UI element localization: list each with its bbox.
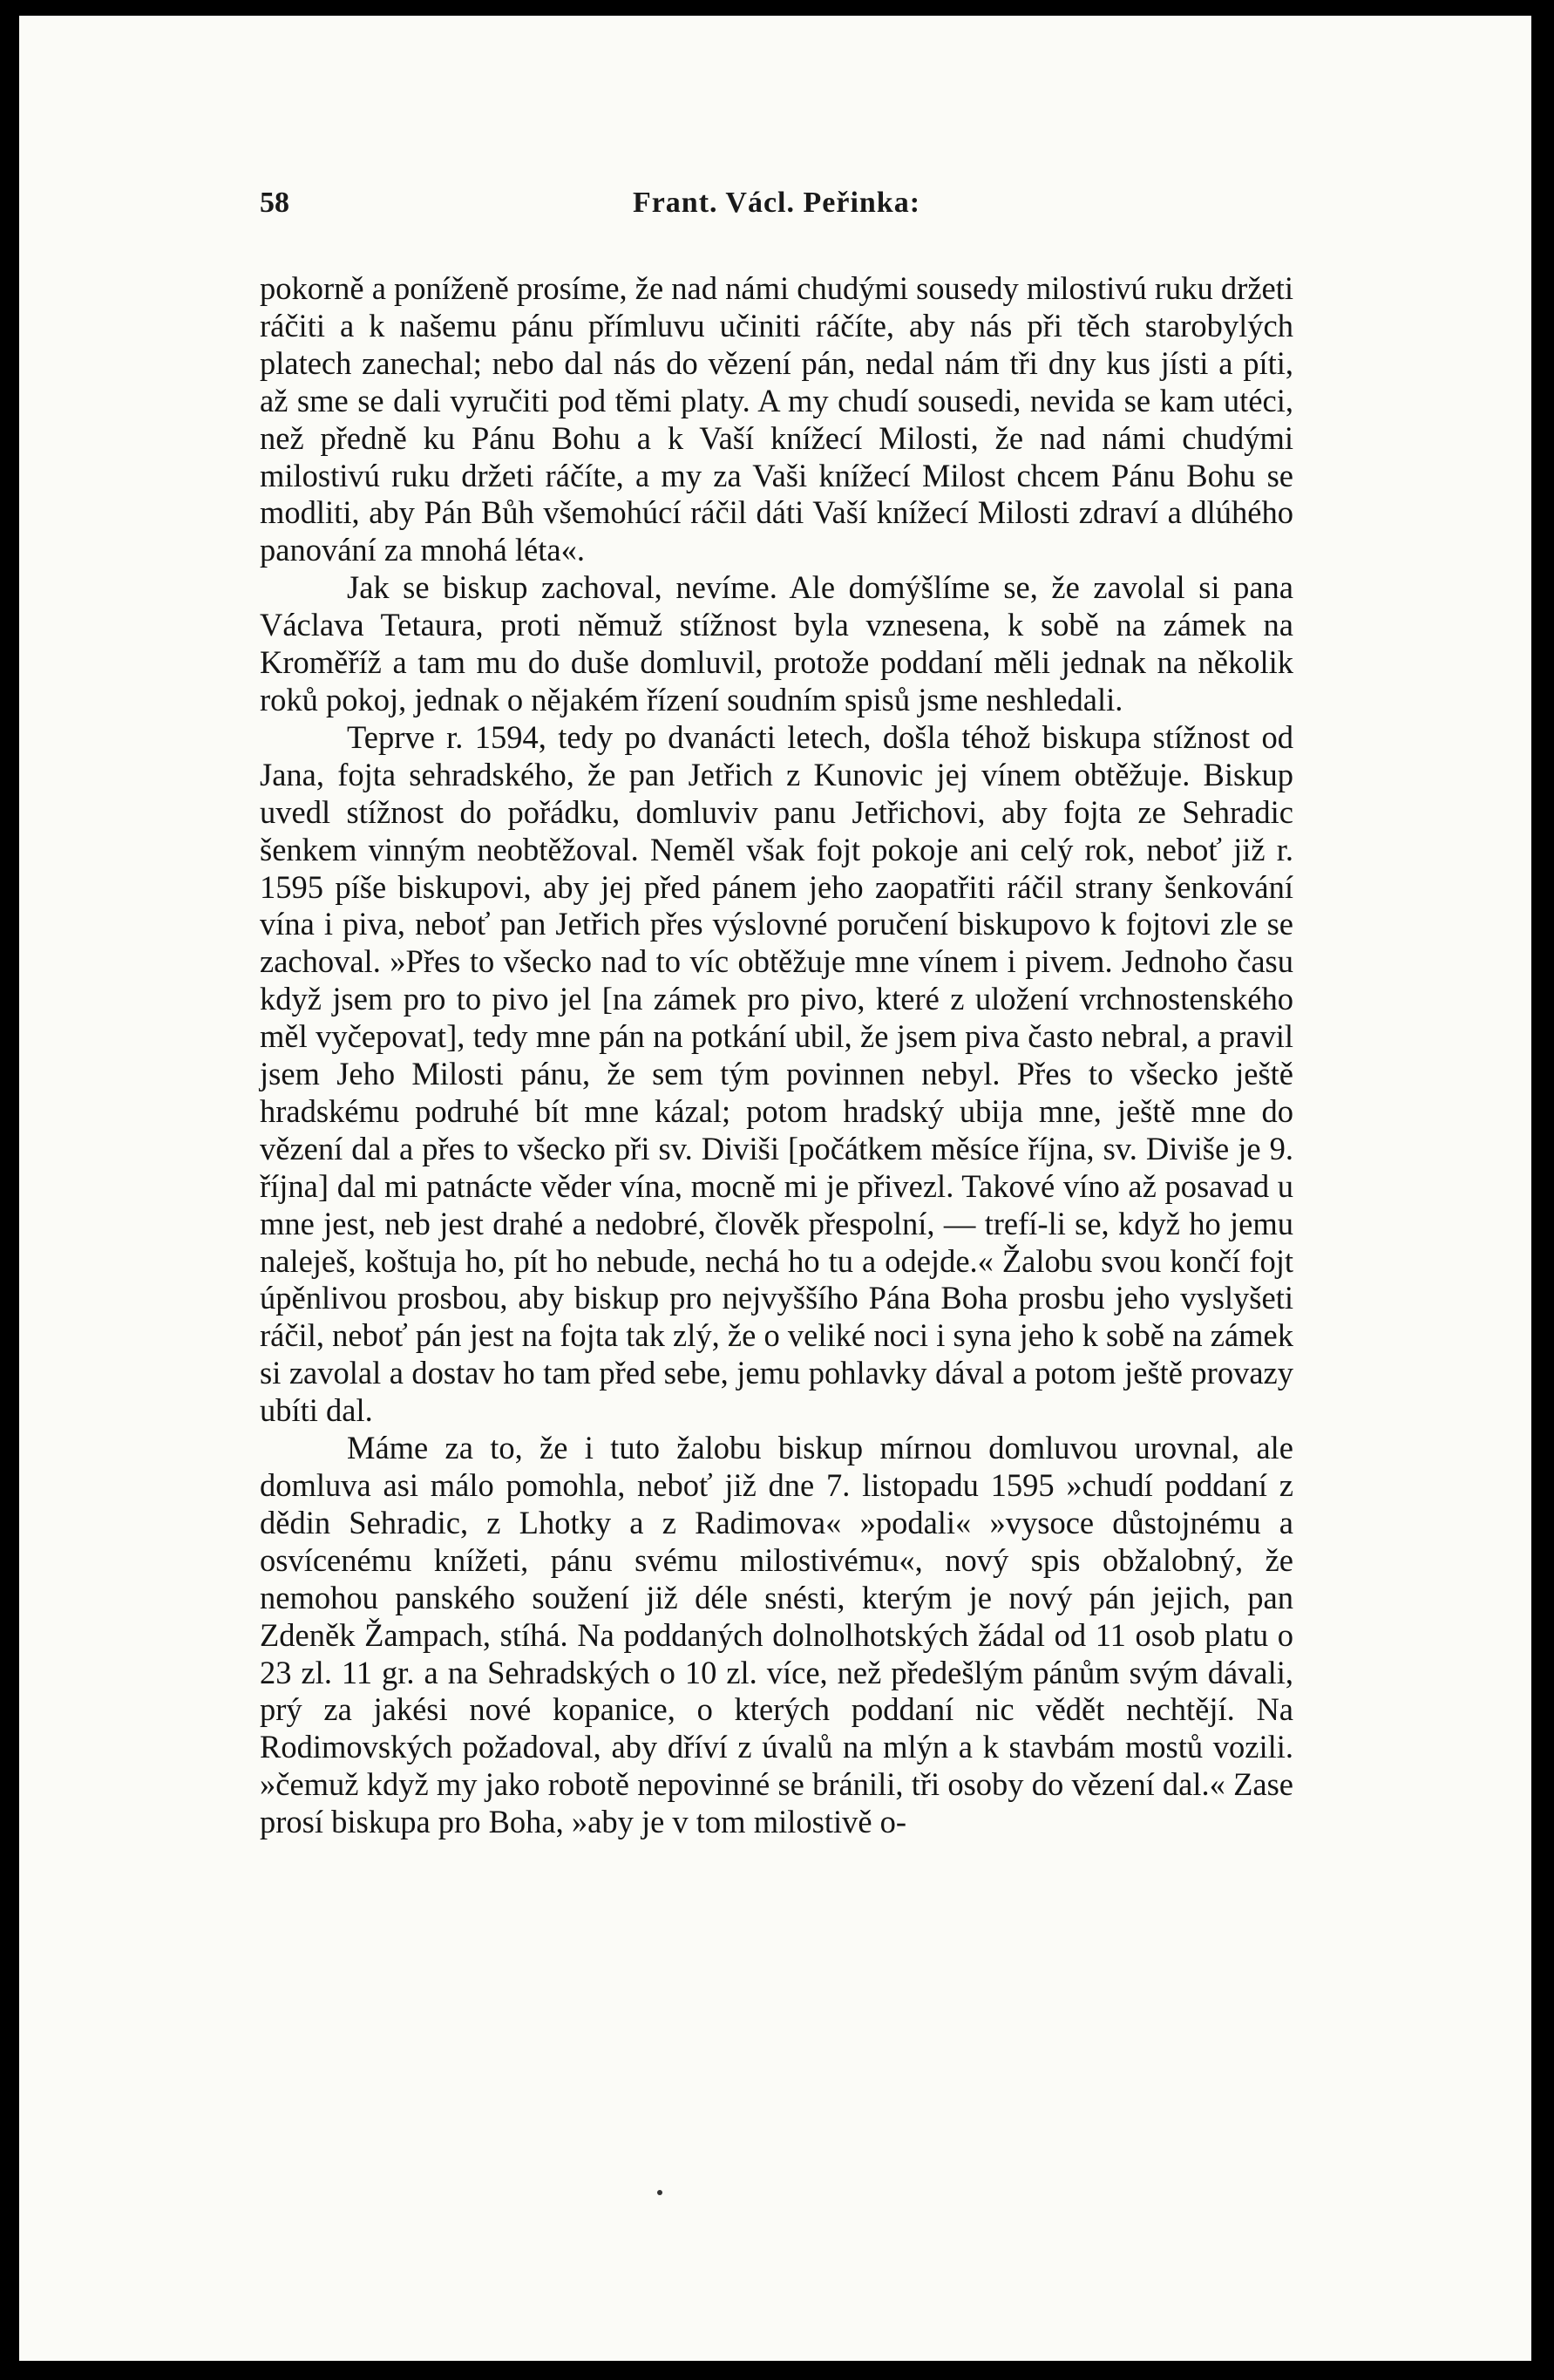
printing-mark <box>657 2190 662 2195</box>
page-number: 58 <box>260 187 289 219</box>
paragraph-4: Máme za to, že i tuto žalobu biskup mírnou domluvou urovnal, ale domluva asi málo pomohla, neboť již dne 7. listopadu 1595 »chudí poddaní z dědin Sehradic, z Lhotky a z Radimova« »podali« »vysoce důstojnému a osvícenému knížeti, pánu svému milostivému«, nový spis obžalobný, že nemohou panského soužení již déle snésti, kterým je nový pán jejich, pan Zdeněk Žampach, stíhá. Na poddaných dolnolhotských žádal od 11 osob platu o 23 zl. 11 gr. a na Sehradských o 10 zl. více, než předešlým pánům svým dávali, prý za jakési nové kopanice, o kterých poddaní nic vědět nechtějí. Na Rodimovských požadoval, aby dříví z úvalů na mlýn a k stavbám mostů vozili. »čemuž když my jako robotě nepovinné se bránili, tři osoby do vězení dal.« Zase prosí biskupa pro Boha, »aby je v tom milostivě o- <box>260 1430 1293 1840</box>
paragraph-2: Jak se biskup zachoval, nevíme. Ale domýšlíme se, že zavolal si pana Václava Tetaura, proti němuž stížnost byla vznesena, k sobě na zámek na Kroměříž a tam mu do duše domluvil, protože poddaní měli jednak na několik roků pokoj, jednak o nějakém řízení soudním spisů jsme neshledali. <box>260 569 1293 717</box>
body-text <box>260 270 1293 1841</box>
paragraph-3: Teprve r. 1594, tedy po dvanácti letech, došla téhož biskupa stížnost od Jana, fojta sehradského, že pan Jetřich z Kunovic jej vínem obtěžuje. Biskup uvedl stížnost do pořádku, domluviv panu Jetřichovi, aby fojta ze Sehradic šenkem vinným neobtěžoval. Neměl však fojt pokoje ani celý rok, neboť již r. 1595 píše biskupovi, aby jej před pánem jeho zaopatřiti ráčil strany šenkování vína i piva, neboť pan Jetřich přes výslovné poručení biskupovo k fojtovi zle se zachoval. »Přes to všecko nad to víc obtěžuje mne vínem i pivem. Jednoho času když jsem pro to pivo jel [na zámek pro pivo, které z uložení vrchnostenského měl vyčepovat], tedy mne pán na potkání ubil, že jsem piva často nebral, a pravil jsem Jeho Milosti pánu, že sem tým povinnen nebyl. Přes to všecko ještě hradskému podruhé bít mne kázal; potom hradský ubija mne, ještě mne do vězení dal a přes to všecko při sv. Diviši [počátkem měsíce října, sv. Diviše je 9. října] dal mi patnácte věder vína, mocně mi je přivezl. Takové víno až posavad u mne jest, neb jest drahé a nedobré, člověk přespolní, — trefí-li se, když ho jemu naleješ, koštuja ho, pít ho nebude, nechá ho tu a odejde.« Žalobu svou končí fojt úpěnlivou prosbou, aby biskup pro nejvyššího Pána Boha prosbu jeho vyslyšeti ráčil, neboť pán jest na fojta tak zlý, že o veliké noci i syna jeho k sobě na zámek si zavolal a dostav ho tam před sebe, jemu pohlavky dával a potom ještě provazy ubíti dal. <box>260 718 1293 1429</box>
running-title: Frant. Václ. Peřinka: <box>632 187 921 219</box>
page-header <box>260 187 1293 232</box>
paragraph-1: pokorně a poníženě prosíme, že nad námi chudými sousedy milostivú ruku držeti ráčiti a k našemu pánu přímluvu učiniti ráčíte, aby nás při těch starobylých platech zanechal; nebo dal nás do vězení pán, nedal nám tři dny kus jísti a píti, až sme se dali vyručiti pod těmi platy. A my chudí sousedi, nevida se kam utéci, než předně ku Pánu Bohu a k Vaší knížecí Milosti, že nad námi chudými milostivú ruku držeti ráčíte, a my za Vaši knížecí Milost chcem Pánu Bohu se modliti, aby Pán Bůh všemohúcí ráčil dáti Vaší knížecí Milosti zdraví a dlúhého panování za mnohá léta«. <box>260 270 1293 568</box>
book-page <box>19 16 1531 2361</box>
